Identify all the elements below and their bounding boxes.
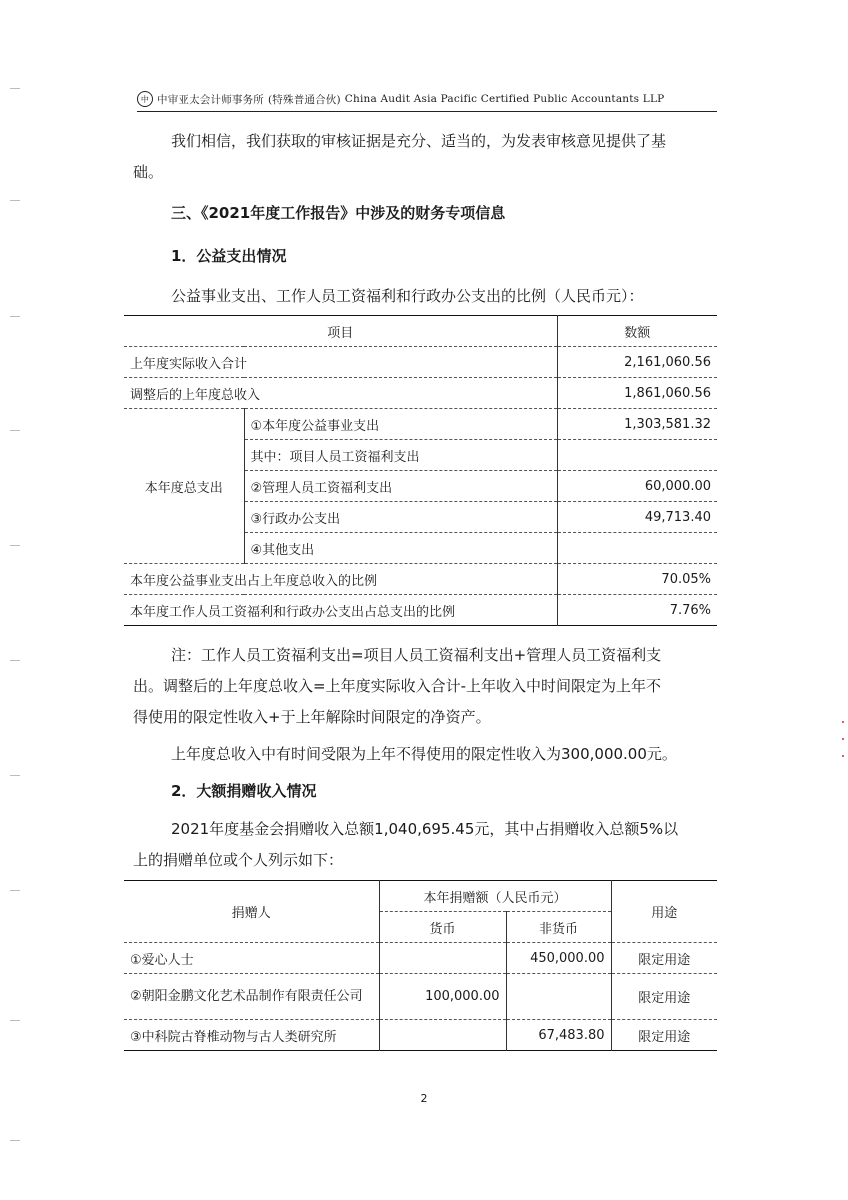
table-row — [124, 347, 717, 378]
margin-mark — [10, 1020, 20, 1021]
letterhead — [137, 88, 717, 110]
row-value — [557, 440, 717, 471]
row-label: ④其他支出 — [244, 533, 557, 564]
subsection-2-title: 2．大额捐赠收入情况 — [171, 782, 317, 800]
noncurrency-amount — [506, 974, 611, 1020]
margin-mark — [10, 545, 20, 546]
table-row — [124, 974, 717, 1020]
row-value: 1,303,581.32 — [557, 409, 717, 440]
row-label: 上年度实际收入合计 — [124, 347, 557, 378]
row-value: 1,861,060.56 — [557, 378, 717, 409]
row-label: ③行政办公支出 — [244, 502, 557, 533]
page-number: 2 — [420, 1092, 428, 1105]
donor-name: ①爱心人士 — [124, 943, 379, 974]
group-label-total-expenditure: 本年度总支出 — [124, 409, 244, 564]
row-label: ①本年度公益事业支出 — [244, 409, 557, 440]
header-currency: 货币 — [379, 912, 506, 943]
subsection-1-title: 1．公益支出情况 — [171, 247, 287, 265]
margin-mark — [10, 775, 20, 776]
header-item: 项目 — [124, 316, 557, 347]
donor-name: ③中科院古脊椎动物与古人类研究所 — [124, 1020, 379, 1051]
note-line-2: 出。调整后的上年度总收入=上年度实际收入合计-上年收入中时间限定为上年不 — [133, 677, 661, 695]
donation-use: 限定用途 — [611, 943, 717, 974]
margin-mark — [10, 200, 20, 201]
margin-mark — [10, 316, 20, 317]
donor-name: ②朝阳金鹏文化艺术品制作有限责任公司 — [124, 974, 379, 1020]
firm-name-cn: 中审亚太会计师事务所 — [157, 93, 264, 106]
table-row — [124, 1020, 717, 1051]
table-row — [124, 595, 717, 626]
note-line-3: 得使用的限定性收入+于上年解除时间限定的净资产。 — [133, 708, 491, 726]
row-value: 49,713.40 — [557, 502, 717, 533]
margin-mark — [10, 1140, 20, 1141]
welfare-expenditure-table — [124, 315, 717, 626]
margin-mark — [842, 755, 844, 757]
row-label: 其中：项目人员工资福利支出 — [244, 440, 557, 471]
row-value — [557, 533, 717, 564]
donation-table — [124, 880, 717, 1051]
note-line-1: 注：工作人员工资福利支出=项目人员工资福利支出+管理人员工资福利支 — [171, 646, 662, 664]
subsection-2-intro-line-2: 上的捐赠单位或个人列示如下： — [133, 851, 344, 869]
currency-amount — [379, 943, 506, 974]
margin-mark — [10, 88, 20, 89]
row-label: 本年度工作人员工资福利和行政办公支出占总支出的比例 — [124, 595, 557, 626]
row-value: 2,161,060.56 — [557, 347, 717, 378]
firm-name-en: China Audit Asia Pacific Certified Public Accountants LLP — [344, 93, 665, 105]
currency-amount — [379, 1020, 506, 1051]
donation-use: 限定用途 — [611, 1020, 717, 1051]
section-3-title: 三、《2021年度工作报告》中涉及的财务专项信息 — [171, 204, 506, 222]
header-amount-group: 本年捐赠额（人民币元） — [379, 881, 611, 912]
subsection-2-intro-line-1: 2021年度基金会捐赠收入总额1,040,695.45元，其中占捐赠收入总额5%以 — [171, 820, 679, 838]
table-row — [124, 943, 717, 974]
row-value: 60,000.00 — [557, 471, 717, 502]
currency-amount: 100,000.00 — [379, 974, 506, 1020]
header-noncurrency: 非货币 — [506, 912, 611, 943]
header-use: 用途 — [611, 881, 717, 943]
row-label: 本年度公益事业支出占上年度总收入的比例 — [124, 564, 557, 595]
noncurrency-amount: 67,483.80 — [506, 1020, 611, 1051]
header-donor: 捐赠人 — [124, 881, 379, 943]
intro-line-1: 我们相信，我们获取的审核证据是充分、适当的，为发表审核意见提供了基 — [171, 132, 667, 150]
margin-mark — [10, 660, 20, 661]
table-row — [124, 409, 717, 440]
note-line-4: 上年度总收入中有时间受限为上年不得使用的限定性收入为300,000.00元。 — [171, 745, 677, 763]
donation-use: 限定用途 — [611, 974, 717, 1020]
firm-logo: 中 — [137, 91, 153, 107]
intro-line-2: 础。 — [133, 163, 164, 181]
firm-type: (特殊普通合伙) — [268, 93, 341, 106]
row-label: 调整后的上年度总收入 — [124, 378, 557, 409]
noncurrency-amount: 450,000.00 — [506, 943, 611, 974]
table-header-row — [124, 316, 717, 347]
margin-mark — [10, 890, 20, 891]
table-row — [124, 378, 717, 409]
row-value: 7.76% — [557, 595, 717, 626]
margin-mark — [842, 721, 844, 723]
row-label: ②管理人员工资福利支出 — [244, 471, 557, 502]
header-divider — [137, 111, 717, 112]
table-header-row — [124, 881, 717, 912]
margin-mark — [842, 738, 844, 740]
subsection-1-intro: 公益事业支出、工作人员工资福利和行政办公支出的比例（人民币元）： — [171, 287, 644, 305]
header-amount: 数额 — [557, 316, 717, 347]
margin-mark — [10, 430, 20, 431]
table-row — [124, 564, 717, 595]
row-value: 70.05% — [557, 564, 717, 595]
